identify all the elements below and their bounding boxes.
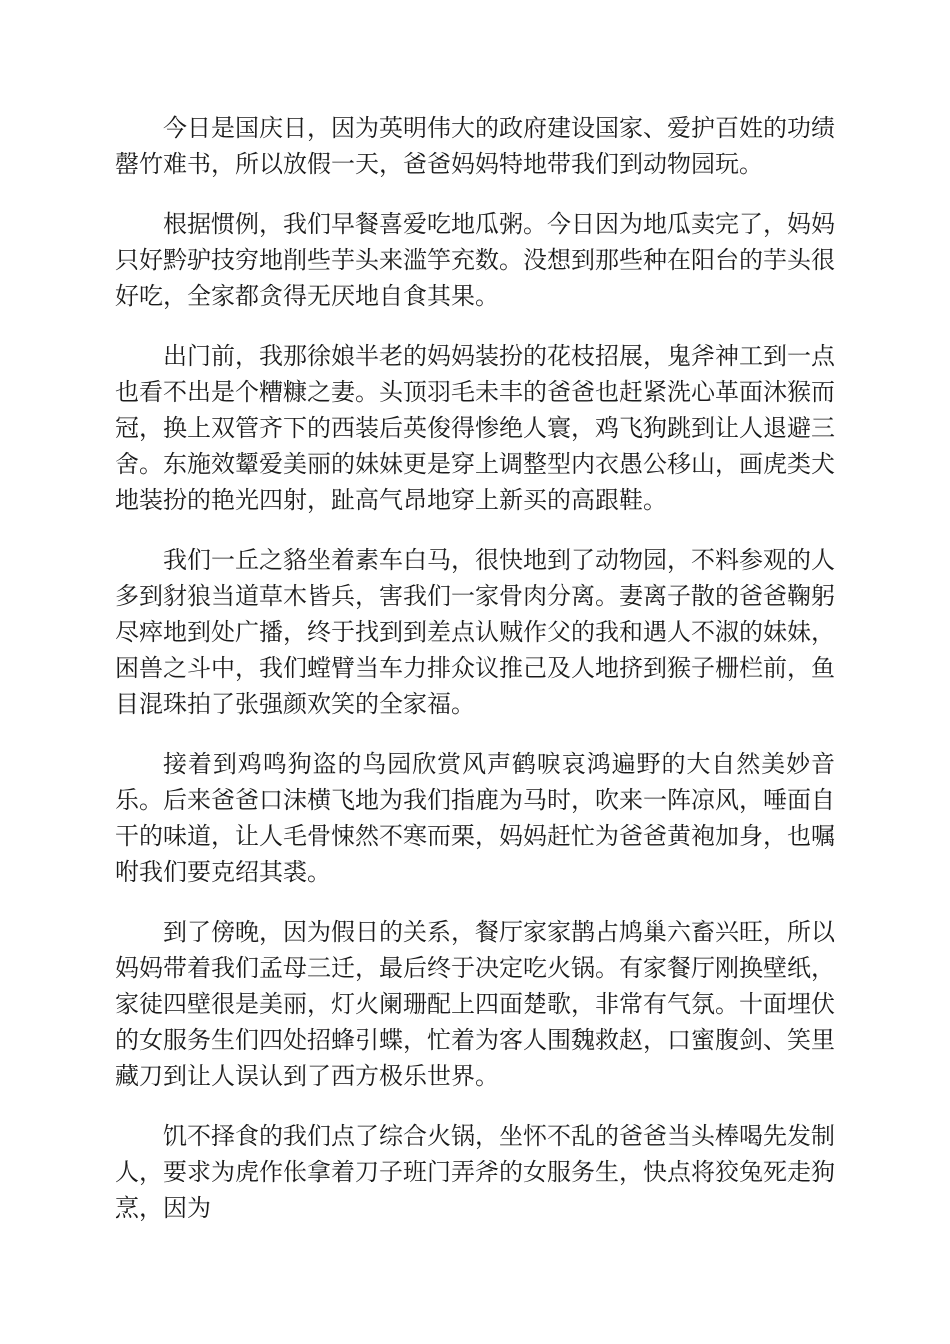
paragraph-5: 接着到鸡鸣狗盗的鸟园欣赏风声鹤唳哀鸿遍野的大自然美妙音乐。后来爸爸口沫横飞地为我们指鹿为马时，吹来一阵凉风，唾面自干的味道，让人毛骨悚然不寒而栗，妈妈赶忙为爸爸黄袍加身，也嘱咐我们要克绍其裘。 bbox=[115, 750, 835, 886]
paragraph-4: 我们一丘之貉坐着素车白马，很快地到了动物园，不料参观的人多到豺狼当道草木皆兵，害我们一家骨肉分离。妻离子散的爸爸鞠躬尽瘁地到处广播，终于找到到差点认贼作父的我和遇人不淑的妹妹，困兽之斗中，我们螳臂当车力排众议推己及人地挤到猴子栅栏前，鱼目混珠拍了张强颜欢笑的全家福。 bbox=[115, 546, 835, 718]
document-body bbox=[115, 110, 835, 1250]
paragraph-2: 根据惯例，我们早餐喜爱吃地瓜粥。今日因为地瓜卖完了，妈妈只好黔驴技穷地削些芋头来滥竽充数。没想到那些种在阳台的芋头很好吃，全家都贪得无厌地自食其果。 bbox=[115, 210, 835, 310]
paragraph-1: 今日是国庆日，因为英明伟大的政府建设国家、爱护百姓的功绩罄竹难书，所以放假一天，爸爸妈妈特地带我们到动物园玩。 bbox=[115, 114, 835, 178]
paragraph-6: 到了傍晚，因为假日的关系，餐厅家家鹊占鸠巢六畜兴旺，所以妈妈带着我们孟母三迁，最后终于决定吃火锅。有家餐厅刚换壁纸，家徒四壁很是美丽，灯火阑珊配上四面楚歌，非常有气氛。十面埋伏的女服务生们四处招蜂引蝶，忙着为客人围魏救赵，口蜜腹剑、笑里藏刀到让人误认到了西方极乐世界。 bbox=[115, 918, 835, 1090]
paragraph-7: 饥不择食的我们点了综合火锅，坐怀不乱的爸爸当头棒喝先发制人，要求为虎作伥拿着刀子班门弄斧的女服务生，快点将狡兔死走狗烹，因为 bbox=[115, 1122, 835, 1222]
paragraph-3: 出门前，我那徐娘半老的妈妈装扮的花枝招展，鬼斧神工到一点也看不出是个糟糠之妻。头顶羽毛未丰的爸爸也赶紧洗心革面沐猴而冠，换上双管齐下的西装后英俊得惨绝人寰，鸡飞狗跳到让人退避三舍。东施效颦爱美丽的妹妹更是穿上调整型内衣愚公移山，画虎类犬地装扮的艳光四射，趾高气昂地穿上新买的高跟鞋。 bbox=[115, 342, 835, 514]
